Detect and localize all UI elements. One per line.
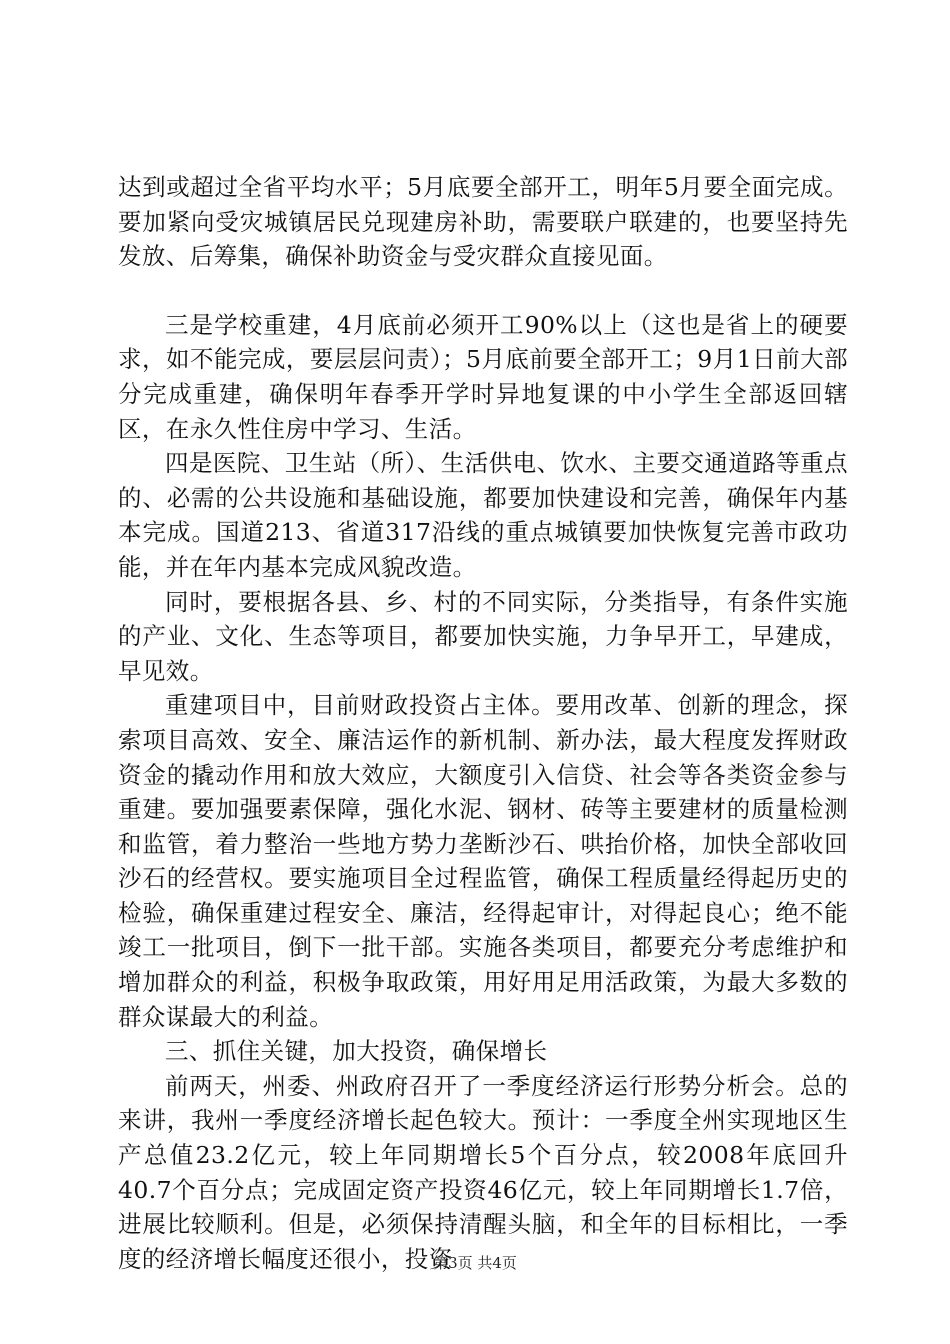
paragraph-classified-guidance: 同时，要根据各县、乡、村的不同实际，分类指导，有条件实施的产业、文化、生态等项目，都要加快实施，力争早开工，早建成，早见效。 — [118, 587, 848, 685]
paragraph-economic-analysis: 前两天，州委、州政府召开了一季度经济运行形势分析会。总的来讲，我州一季度经济增长起色较大。预计：一季度全州实现地区生产总值23.2亿元，较上年同期增长5个百分点，较2008年底回升40.7个百分点；完成固定资产投资46亿元，较上年同期增长1.7倍，进展比较顺利。但是，必须保持清醒头脑，和全年的目标相比，一季度的经济增长幅度还很小，投资 — [118, 1071, 848, 1273]
paragraph-continuation: 达到或超过全省平均水平；5月底要全部开工，明年5月要全面完成。要加紧向受灾城镇居民兑现建房补助，需要联户联建的，也要坚持先发放、后筹集，确保补助资金与受灾群众直接见面。 — [118, 173, 848, 271]
paragraph-public-facilities: 四是医院、卫生站（所）、生活供电、饮水、主要交通道路等重点的、必需的公共设施和基础设施，都要加快建设和完善，确保年内基本完成。国道213、省道317沿线的重点城镇要加快恢复完善市政功能，并在年内基本完成风貌改造。 — [118, 449, 848, 581]
section-heading: 三、抓住关键，加大投资，确保增长 — [165, 1037, 548, 1066]
page-footer — [0, 1252, 950, 1273]
paragraph-school-rebuild: 三是学校重建，4月底前必须开工90%以上（这也是省上的硬要求，如不能完成，要层层问责）；5月底前要全部开工；9月1日前大部分完成重建，确保明年春季开学时异地复课的中小学生全部返回辖区，在永久性住房中学习、生活。 — [118, 310, 848, 443]
document-body — [118, 170, 848, 1276]
paragraph-project-finance: 重建项目中，目前财政投资占主体。要用改革、创新的理念，探索项目高效、安全、廉洁运作的新机制、新办法，最大程度发挥财政资金的撬动作用和放大效应，大额度引入信贷、社会等各类资金参与重建。要加强要素保障，强化水泥、钢材、砖等主要建材的质量检测和监管，着力整治一些地方势力垄断沙石、哄抬价格，加快全部收回沙石的经营权。要实施项目全过程监管，确保工程质量经得起历史的检验，确保重建过程安全、廉洁，经得起审计，对得起良心；绝不能竣工一批项目，倒下一批干部。实施各类项目，都要充分考虑维护和增加群众的利益，积极争取政策，用好用足用活政策，为最大多数的群众谋最大的利益。 — [118, 691, 848, 1031]
page-number-label: 第3页 共4页 — [433, 1254, 517, 1272]
